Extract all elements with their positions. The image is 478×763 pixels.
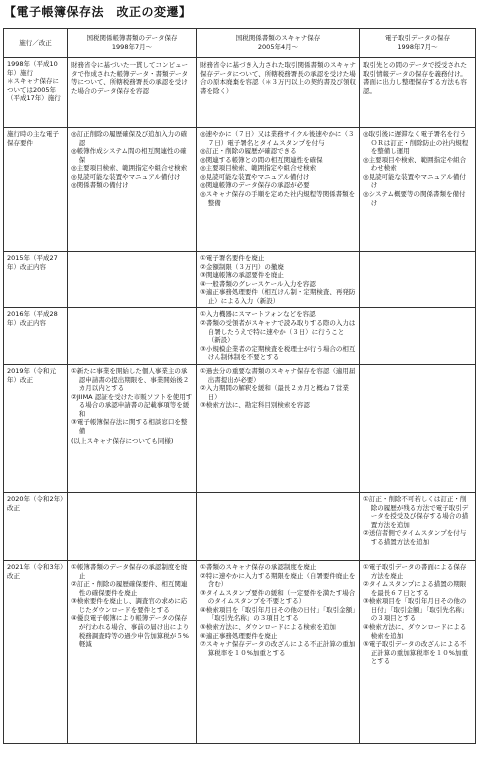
cell-c1 [68,492,197,560]
header-scanner-storage: 国税関係書類のスキャナ保存 2005年4月〜 [197,29,360,58]
list-item: ①過去分の重要な書類のスキャナ保存を容認（適用届出書提出が必要） [200,366,356,384]
row-label: 2019年（令和元年）改正 [4,364,68,492]
item-list [363,563,472,666]
list-item: ③検索項目を「取引年月日その他の日付」「取引金額」「取引先名称」の３項目とする [363,597,469,623]
item-list [71,563,193,649]
list-item: ③電子帳簿保存法に関する相談窓口を整備 [71,418,188,435]
item-list [200,563,356,657]
header-electronic-transaction: 電子取引データの保存 1998年7月〜 [360,29,476,58]
list-item: ①入力機器にスマートフォンなどを容認 [200,310,316,319]
list-item: ②訂正・削除の履歴確保要件、相互関連性の確保要件を廃止 [71,580,188,597]
cell-c3 [360,308,476,364]
list-item: ◎見読可能な装置やマニュアル備付け [200,172,310,181]
page-title: 【電子帳簿保存法 改正の変遷】 [4,5,192,19]
row-2020 [4,492,476,560]
list-item: ②JIIMA 認証を受けた市販ソフトを使用する場合の承認申請書の記載事項等を緩和 [71,392,193,418]
list-item: ◎関連帳簿のデータ保存の承認が必要 [200,181,310,190]
list-item: ◎訂正削除の履歴確保及び追加入力の確認 [71,130,188,147]
row-label: 1998年（平成10年）施行 ＊スキャナ保存については2005年（平成17年）施行 [4,58,68,128]
list-item: ◎見読可能な装置やマニュアル備付け [363,172,466,190]
row-label: 2021年（令和3年）改正 [4,560,68,743]
cell-text: 取引先との間のデータで授受された取引情報データの保存を義務付け。書面に出力し整理保存する方法も容認。 [363,61,467,95]
header-books-data-storage: 国税関係帳簿書類のデータ保存 1998年7月〜 [68,29,197,58]
cell-c3 [360,58,476,128]
list-item: ◎速やかに（７日）又は業務サイクル後速やかに（３７日）電子署名とタイムスタンプを付与 [200,130,355,147]
cell-c1 [68,252,197,308]
cell-c1 [68,560,197,743]
list-item: ③関連帳簿の承認要件を廃止 [200,271,284,280]
list-item: ◎主要項目検索、範囲指定や組合せ検索 [200,164,317,173]
list-item: ⑤電子取引データの改ざんによる不正計算の重加算税率を１０%加重とする [363,640,468,666]
cell-text: (以上スキャナ保存についても同様) [71,436,174,445]
list-item: ④優良電子帳簿により帳簿データの保存が行われる場合、事前の届け出により税務調査時等の過少申告加算税が５%軽減 [71,614,190,649]
cell-text: 財務省令に基づき入力された取引関係書類のスキャナ保存データについて、所轄税務署長の承認を受けた場合の原本廃棄を容認（＊３万円以上の契約書及び領収書を除く） [200,61,356,95]
list-item: ⑥適正事務処理要件を廃止 [200,631,278,640]
list-item: ①電子署名要件を廃止 [200,254,265,262]
list-item: ⑤適正事務処理要件（相互けん制・定期検査、再発防止）による入力（新設） [200,288,356,305]
cell-c1 [68,364,197,492]
list-item: ④一般書類のグレースケール入力を容認 [200,279,316,288]
cell-c2 [197,560,360,743]
row-label: 2016年（平成28年）改正内容 [4,308,68,364]
list-item: ◎主要項目や検索、範囲指定や組合わせ検索 [363,155,467,173]
cell-c1 [68,308,197,364]
list-item: ◎関係書類の備付け [71,181,129,190]
item-list [363,130,472,207]
cell-c2 [197,364,360,492]
list-item: ④検索項目を「取引年月日その他の日付」「取引金額」「取引先名称」の３項目とする [200,605,356,623]
list-item: ②送信者側でタイムスタンプを付与する措置方法を追加 [363,529,467,546]
list-item: ②書類の受領者がスキャナで読み取りする際の入力は自署したうえで特に速やか（３日）に行うこと（新設） [200,319,356,345]
cell-c2 [197,128,360,252]
row-2021 [4,560,476,743]
list-item: ◎帳簿作成システム間の相互関連性の確保 [71,147,187,164]
list-item: ◎関連する帳簿との間の相互関連性を確保 [200,155,323,164]
list-item: ③検索要件を廃止し、調査官の求めに応じたダウンロードを要件とする [71,597,188,614]
item-list [200,310,356,361]
list-item: ◎スキャナ保存の手順を定めた社内規程等関係書類を整備 [200,190,356,207]
cell-c2 [197,252,360,308]
cell-c3 [360,364,476,492]
list-item: ②金額制限（３万円）の撤廃 [200,262,284,271]
row-label: 施行時の主な電子保存要件 [4,128,68,252]
list-item: ③小規模企業者の定期検査を税理士が行う場合の相互けん制体制を不要とする [200,344,356,362]
row-2016 [4,308,476,364]
list-item: ①電子取引データの書面による保存方法を廃止 [363,562,467,580]
list-item: ①書類のスキャナ保存の承認制度を廃止 [200,562,317,571]
list-item: ⑤検索方法に、ダウンロードによる検索を追加 [200,622,336,631]
cell-c3 [360,252,476,308]
list-item: ①訂正・削除不可若しくは訂正・削除の履歴が残る方法で電子取引データを授受及び保存する場合の措置方法を追加 [363,494,469,529]
row-label: 2020年（令和2年）改正 [4,492,68,560]
list-item: ◎主要項目検索、範囲指定や組合せ検索 [71,164,188,173]
revision-history-table [3,28,476,744]
cell-c2 [197,308,360,364]
list-item: ◎見読可能な装置やマニュアル備付け [71,172,181,181]
item-list [71,367,193,436]
list-item: ⑦スキャナ保存データの改ざんによる不正計算の重加算税率を１０%加重とする [200,640,356,657]
cell-c3 [360,492,476,560]
row-2019 [4,364,476,492]
list-item: ◎訂正・削除の履歴が確認できる [200,147,297,156]
row-initial-requirements [4,128,476,252]
row-2015 [4,252,476,308]
item-list [71,130,193,190]
list-item: ◎取引後に遅滞なく電子署名を行うＯＲは訂正・削除防止の社内規程を整備し運用 [363,130,469,156]
list-item: ②特に速やかに入力する期限を廃止（自署要件廃止を含む） [200,571,356,589]
cell-c1 [68,128,197,252]
cell-c2 [197,492,360,560]
item-list [200,367,356,410]
list-item: ②入力期間の解釈を緩和（最長２カ月と概ね７営業日） [200,384,349,401]
list-item: ④検索方法に、ダウンロードによる検索を追加 [363,622,467,640]
cell-c1 [68,58,197,128]
list-item: ③検索方法に、勘定科目別検索を容認 [200,401,310,410]
cell-c3 [360,560,476,743]
item-list [363,495,472,546]
cell-text: 財務省令に基づいた一貫してコンピュータで作成された帳簿データ・書類データ等について、所轄税務署長の承認を受けた場合のデータ保存を容認 [71,61,188,95]
list-item: ③タイムスタンプ要件の緩和（一定要件を満たす場合のタイムスタンプを不要とする） [200,588,356,606]
row-label: 2015年（平成27年）改正内容 [4,252,68,308]
header-row [4,29,476,58]
header-enforcement-revision: 施行／改正 [4,29,68,58]
item-list [200,254,356,305]
list-item: ②タイムスタンプによる措置の期限を最長６７日とする [363,580,467,597]
cell-c3 [360,128,476,252]
row-1998 [4,58,476,128]
item-list [200,130,356,207]
list-item: ①新たに事業を開始した個人事業主の承認申請書の提出期限を、事業開始後２カ月以内とする [71,366,190,393]
list-item: ◎システム概要等の関係書類を備付け [363,190,466,207]
list-item: ①帳簿書類のデータ保存の承認制度を廃止 [71,562,188,580]
cell-c2 [197,58,360,128]
